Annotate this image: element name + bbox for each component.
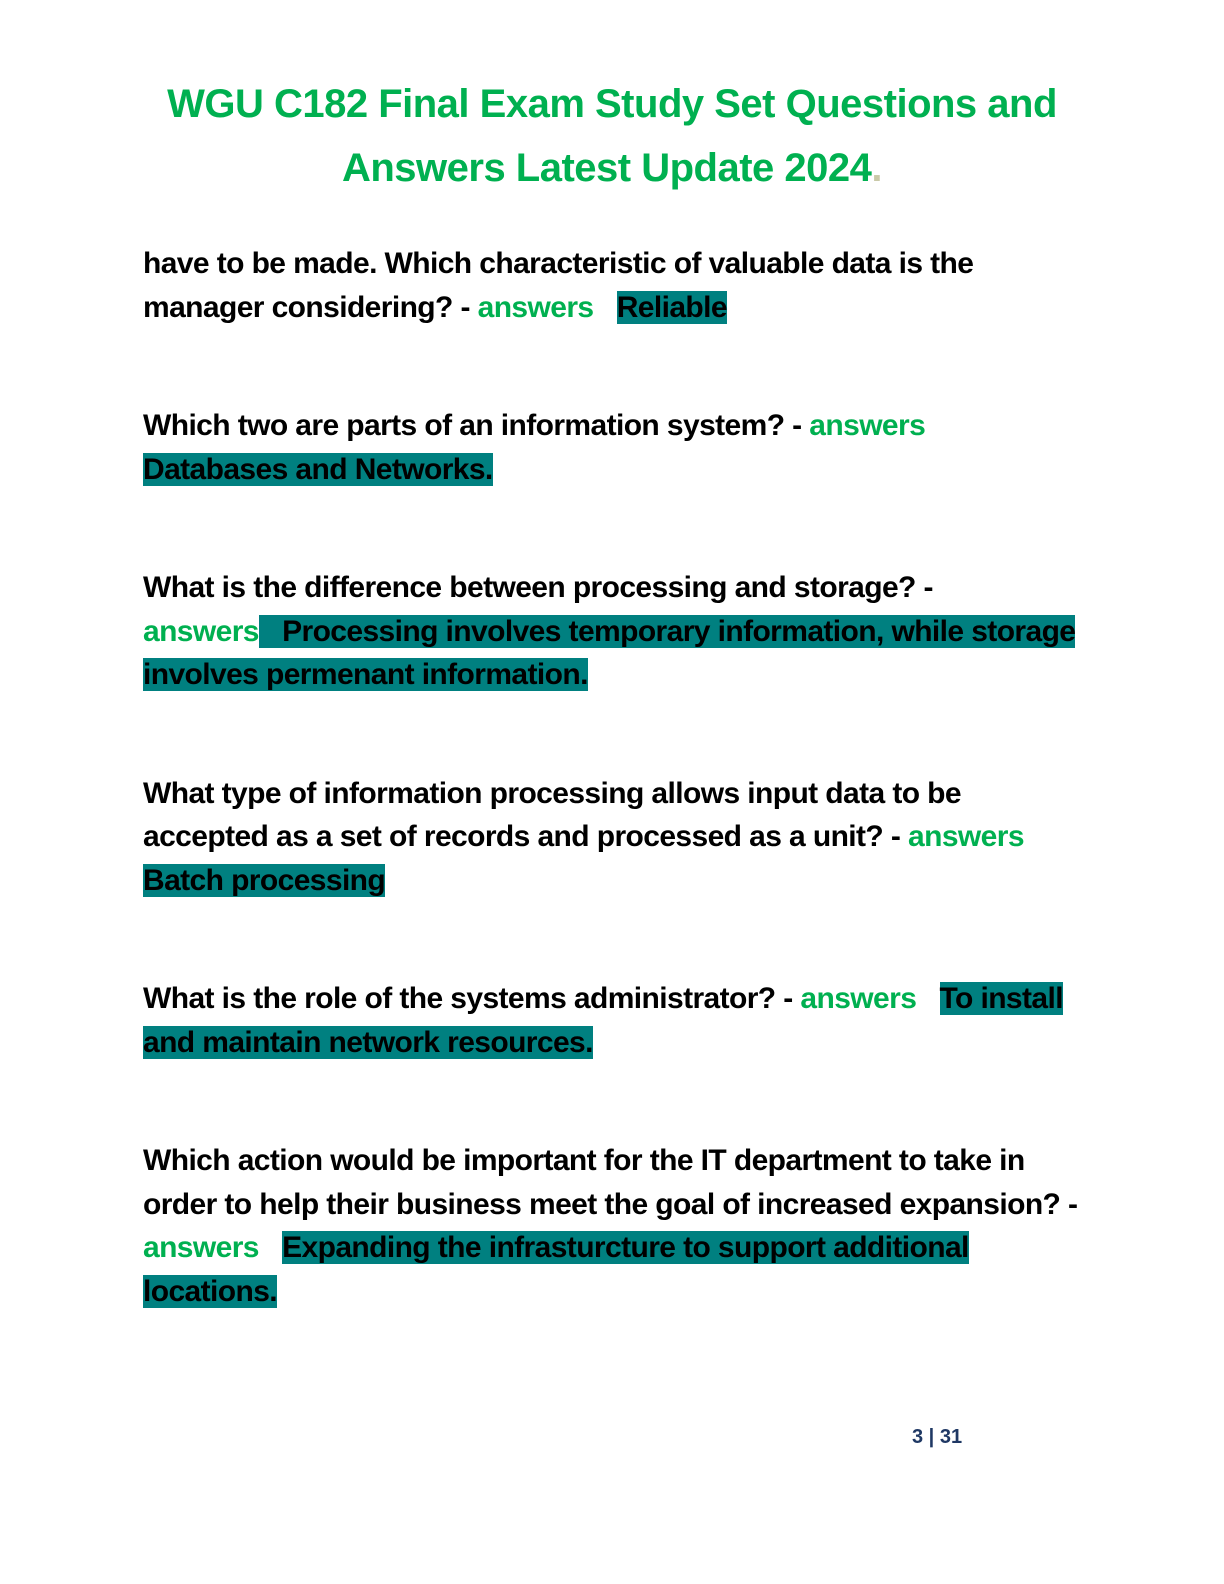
answer-label: answers [809,409,926,442]
qa-item-1 [143,242,1083,329]
answer-label: answers [143,614,259,648]
question-text: What is the difference between processing and storage? - [143,571,933,604]
question-text: What is the role of the systems administrator? - [143,982,801,1015]
answer-text: Reliable [616,290,727,324]
answer-text: To install and maintain network resources. [143,982,1063,1059]
title-line-2-text: Answers Latest Update 2024 [341,146,872,190]
answer-text: Batch processing [143,863,386,897]
title-line-2 [100,136,1124,200]
qa-item-2 [143,404,1083,491]
title-trailing-mark: . [871,146,883,190]
question-text: have to be made. Which characteristic of valuable data is the manager considering? - [143,247,974,324]
title-line-1: WGU C182 Final Exam Study Set Questions and [167,82,1057,126]
answer-text: Expanding the infrasturcture to support additional locations. [143,1231,969,1308]
answer-text: Databases and Networks. [143,452,493,486]
qa-item-5 [143,977,1083,1064]
qa-item-4 [143,772,1083,903]
qa-list [143,242,1083,1313]
answer-label: answers [143,1231,259,1264]
question-text: Which two are parts of an information system? - [143,409,810,442]
answer-label: answers [477,290,594,324]
question-text: Which action would be important for the IT department to take in order to help their business meet the goal of increased expansion? - [143,1144,1078,1221]
answer-label: answers [908,820,1024,853]
qa-item-3 [143,566,1083,697]
answer-text: Processing involves temporary information, while storage involves permenant information. [143,614,1076,691]
page-number: 3 | 31 [912,1426,963,1448]
qa-item-6 [143,1139,1083,1313]
answer-label: answers [800,982,917,1015]
document-title [100,72,1124,200]
question-text: What type of information processing allows input data to be accepted as a set of records and processed as a unit? - [143,776,961,853]
